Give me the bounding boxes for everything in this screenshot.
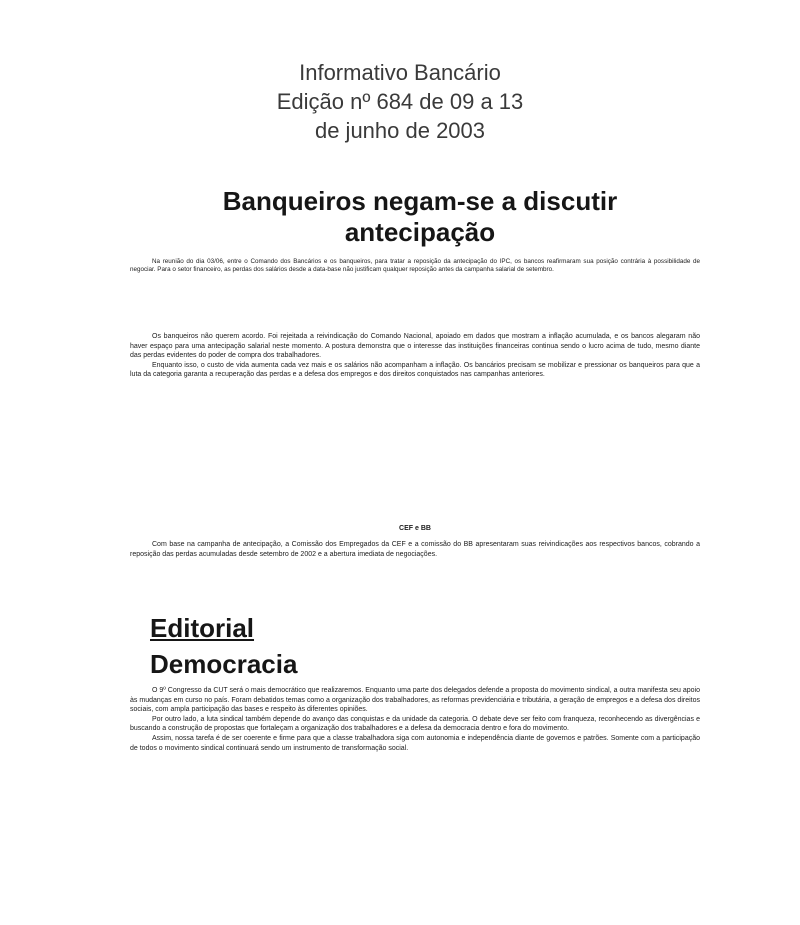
masthead-edition: Edição nº 684 de 09 a 13 [276, 89, 524, 114]
article-lede: Na reunião do dia 03/06, entre o Comando dos Bancários e os banqueiros, para tratar a reposição da antecipação do IPC, os bancos reafirmaram sua posição contrária à possibilidade de negociar. Para o setor financeiro, as perdas dos salários desde a data-base não justificam qualquer reposição antes da campanha salarial de setembro. [130, 258, 700, 274]
section-heading: Editorial [150, 613, 255, 643]
article-body [130, 332, 700, 380]
article-paragraph: Enquanto isso, o custo de vida aumenta cada vez mais e os salários não acompanham a inflação. Os bancários precisam se mobilizar e pressionar os banqueiros para que a luta da categoria garanta a recuperação das perdas e a defesa dos empregos e dos direitos conquistados nas campanhas anteriores. [130, 361, 700, 379]
masthead-title: Informativo Bancário [299, 60, 501, 85]
editorial-title: Democracia [150, 649, 298, 679]
article-subhead: CEF e BB [399, 525, 431, 532]
article-paragraph: Os banqueiros não querem acordo. Foi rejeitada a reivindicação do Comando Nacional, apoiado em dados que mostram a inflação acumulada, e os bancos alegaram não haver espaço para uma antecipação salarial neste momento. A postura demonstra que o interesse das instituições financeiras continua sendo o lucro acima de tudo, mesmo diante das perdas evidentes do poder de compra dos trabalhadores. [130, 333, 700, 360]
editorial-body [130, 686, 700, 753]
article-headline: Banqueiros negam-se a discutir antecipação [222, 186, 618, 247]
article-body-2 [130, 540, 700, 559]
editorial-paragraph: O 9º Congresso da CUT será o mais democrático que realizaremos. Enquanto uma parte dos delegados defende a proposta do movimento sindical, a outra manifesta seu apoio às mudanças em curso no país. Foram debatidos temas como a organização dos trabalhadores, as reformas previdenciária e tributária, a geração de empregos e a defesa dos direitos sociais, com ampla participação das bases e respeito às diferentes opiniões. [130, 687, 700, 714]
article-paragraph: Com base na campanha de antecipação, a Comissão dos Empregados da CEF e a comissão do BB apresentaram suas reivindicações aos respectivos bancos, cobrando a reposição das perdas acumuladas desde setembro de 2002 e a abertura imediata de negociações. [130, 541, 700, 558]
editorial-paragraph: Por outro lado, a luta sindical também depende do avanço das conquistas e da unidade da categoria. O debate deve ser feito com franqueza, reconhecendo as divergências e buscando a construção de propostas que fortaleçam a organização dos trabalhadores e a defesa da democracia dentro e fora do movimento. [130, 715, 700, 733]
masthead [0, 58, 800, 145]
editorial-paragraph: Assim, nossa tarefa é de ser coerente e firme para que a classe trabalhadora siga com autonomia e independência diante de governos e patrões. Somente com a participação de todos o movimento sindical continuará sendo um instrumento de transformação social. [130, 734, 700, 752]
masthead-date: de junho de 2003 [314, 118, 486, 143]
